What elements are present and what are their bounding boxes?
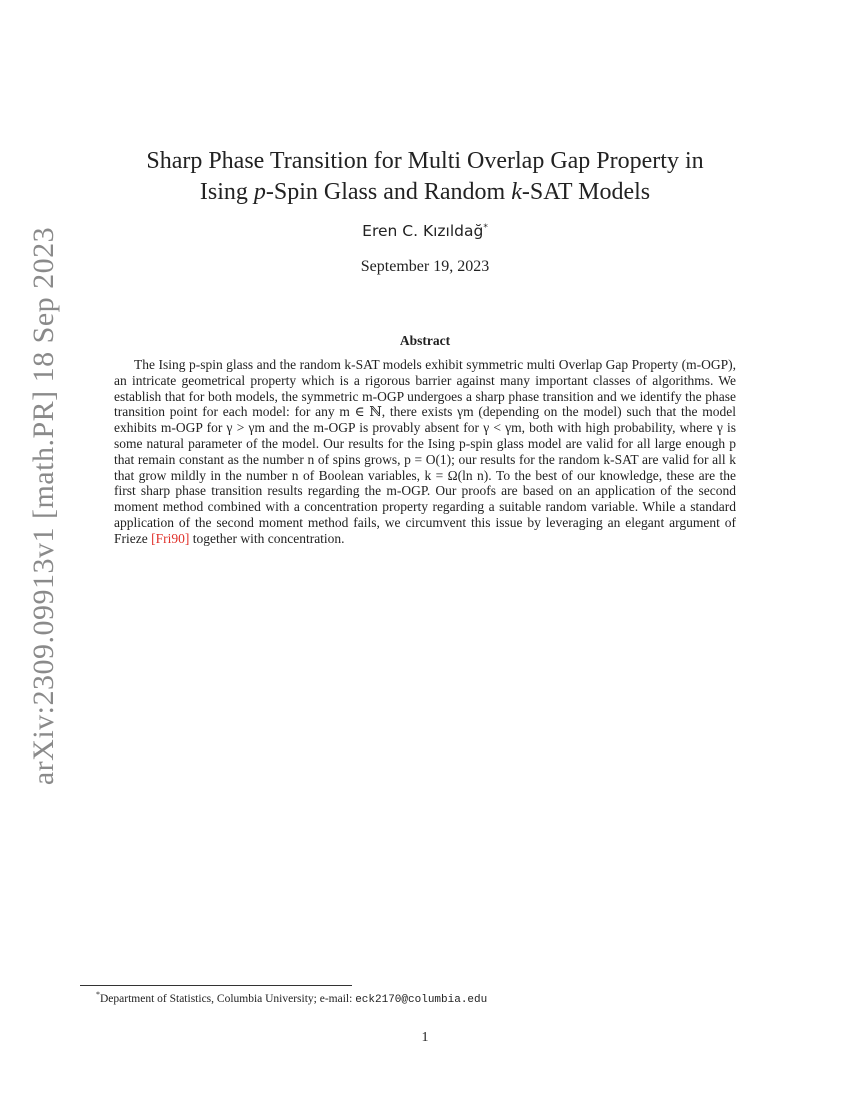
abstract-text: The Ising p-spin glass and the random k-SAT models exhibit symmetric multi Overlap Gap Property (m-OGP), an intricate geometrical property which is a rigorous barrier against many important classes of algorithms. We establish that for both models, the symmetric m-OGP undergoes a sharp phase transition and we identify the phase transition point for each model: for any m ∈ ℕ, there exists γm (depending on the model) such that the model exhibits m-OGP for γ > γm and the m-OGP is provably absent for γ < γm, both with high probability, where γ is some natural parameter of the model. Our results for the Ising p-spin glass model are valid for all large enough p that remain constant as the number n of spins grows, p = O(1); our results for the random k-SAT are valid for all k that grow mildly in the number n of Boolean variables, k = Ω(ln n). To the best of our knowledge, these are the first sharp phase transition results regarding the m-OGP. Our proofs are based on an application of the second moment method combined with a concentration property regarding a suitable random variable. While a standard application of the second moment method fails, we circumvent this issue by leveraging an elegant argument of Frieze [114, 357, 736, 546]
author-name: Eren C. Kızıldağ [362, 222, 484, 240]
title-line-2 [100, 177, 750, 208]
footnote-text: Department of Statistics, Columbia University; e-mail: [100, 992, 356, 1005]
author-footnote-mark[interactable]: * [483, 222, 488, 233]
abstract-text-end: together with concentration. [189, 530, 345, 546]
title-math-p: p [253, 179, 266, 205]
citation-link-fri90[interactable]: [Fri90] [151, 530, 190, 546]
footnote-email-link[interactable]: eck2170@columbia.edu [355, 993, 488, 1006]
title-text: -SAT Models [521, 179, 651, 205]
footnote-divider [80, 985, 352, 986]
title-text: Ising [199, 179, 254, 205]
abstract-body [114, 357, 736, 547]
author [100, 222, 750, 240]
arxiv-stamp-text: arXiv:2309.09913v1 [math.PR] 18 Sep 2023 [27, 226, 60, 786]
footnote [96, 990, 487, 1006]
footnote-mark: * [96, 990, 100, 999]
abstract-heading: Abstract [399, 333, 451, 348]
title-math-k: k [511, 179, 522, 205]
paper-title [100, 146, 750, 208]
title-line-1: Sharp Phase Transition for Multi Overlap Gap Property in [146, 148, 704, 174]
arxiv-stamp [22, 226, 66, 786]
page-number: 1 [421, 1030, 429, 1045]
title-text: -Spin Glass and Random [265, 179, 512, 205]
paper-date: September 19, 2023 [360, 258, 490, 275]
